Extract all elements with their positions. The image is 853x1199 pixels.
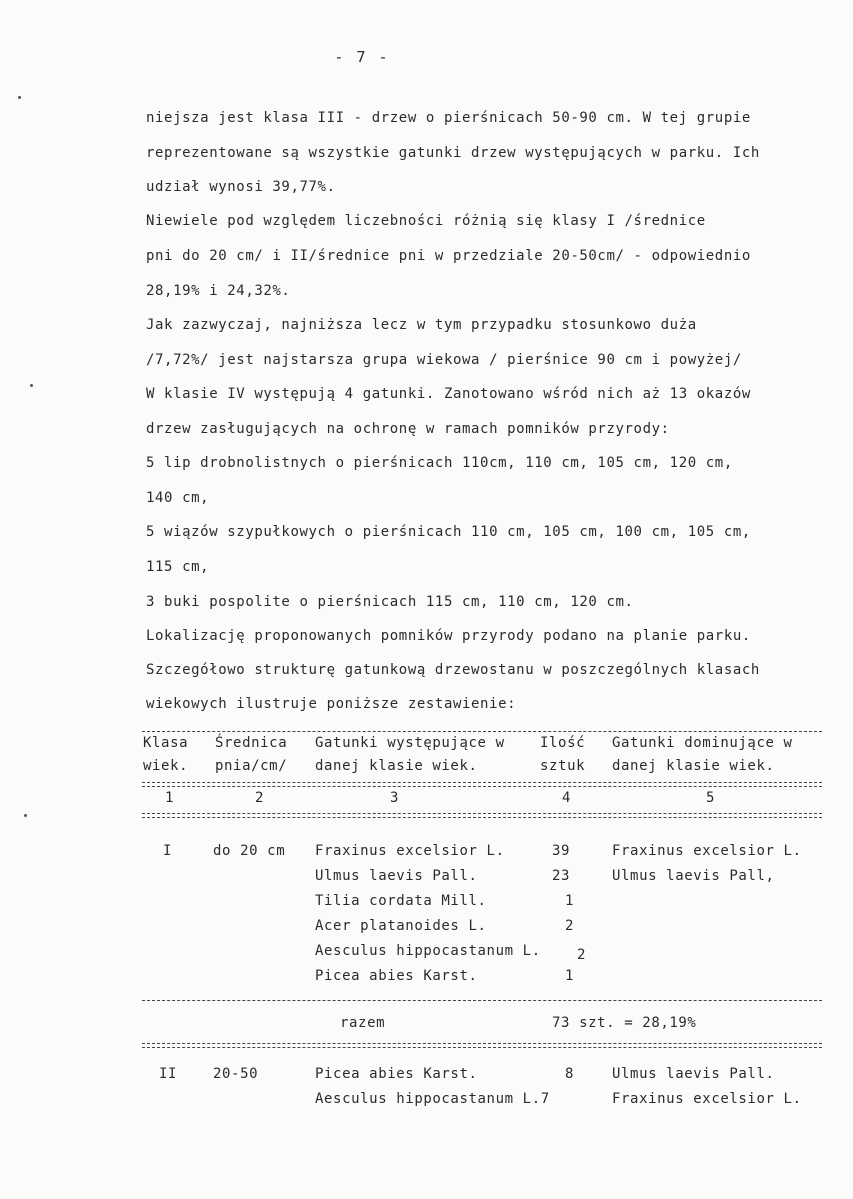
- species-name: Acer platanoides L.: [315, 918, 487, 934]
- subtotal-rule: [142, 1000, 822, 1001]
- column-number: 3: [390, 790, 400, 806]
- header-klasa: Klasa: [143, 735, 189, 751]
- text-line: 115 cm,: [146, 559, 210, 575]
- species-count: 8: [565, 1066, 575, 1082]
- text-line: 28,19% i 24,32%.: [146, 283, 291, 299]
- text-line: Niewiele pod względem liczebności różnią się klasy I /średnice: [146, 213, 706, 229]
- text-line: wiekowych ilustruje poniższe zestawienie:: [146, 696, 517, 712]
- text-line: 5 lip drobnolistnych o pierśnicach 110cm, 110 cm, 105 cm, 120 cm,: [146, 455, 733, 471]
- dominant-species: Fraxinus excelsior L.: [612, 843, 802, 859]
- species-count: 1: [565, 968, 575, 984]
- header-dominujace: Gatunki dominujące w: [612, 735, 793, 751]
- section-rule: [142, 1043, 822, 1048]
- subtotal-value: 73 szt. = 28,19%: [552, 1015, 697, 1031]
- species-name: Ulmus laevis Pall.: [315, 868, 478, 884]
- page-number: - 7 -: [334, 48, 390, 66]
- scan-mark: [24, 814, 27, 817]
- subtotal-label: razem: [340, 1015, 386, 1031]
- species-name: Fraxinus excelsior L.: [315, 843, 505, 859]
- species-count: 1: [565, 893, 575, 909]
- species-count: 2: [577, 947, 587, 963]
- column-number: 5: [706, 790, 716, 806]
- class-label: I: [163, 843, 173, 859]
- species-count: 23: [552, 868, 571, 884]
- species-count: 39: [552, 843, 571, 859]
- text-line: W klasie IV występują 4 gatunki. Zanotowano wśród nich aż 13 okazów: [146, 386, 751, 402]
- text-line: Szczegółowo strukturę gatunkową drzewostanu w poszczególnych klasach: [146, 662, 760, 678]
- header-dominujace-2: danej klasie wiek.: [612, 758, 775, 774]
- species-name: Aesculus hippocastanum L.7: [315, 1091, 550, 1107]
- header-gatunki-2: danej klasie wiek.: [315, 758, 478, 774]
- header-srednica: Średnica: [215, 735, 288, 751]
- column-number: 2: [255, 790, 265, 806]
- species-name: Tilia cordata Mill.: [315, 893, 487, 909]
- dominant-species: Ulmus laevis Pall.: [612, 1066, 775, 1082]
- dominant-species: Ulmus laevis Pall,: [612, 868, 775, 884]
- text-line: /7,72%/ jest najstarsza grupa wiekowa / pierśnice 90 cm i powyżej/: [146, 352, 742, 368]
- class-label: II: [159, 1066, 178, 1082]
- text-line: Jak zazwyczaj, najniższa lecz w tym przypadku stosunkowo duża: [146, 317, 697, 333]
- header-klasa-2: wiek.: [143, 758, 189, 774]
- header-ilosc-2: sztuk: [540, 758, 586, 774]
- text-line: pni do 20 cm/ i II/średnice pni w przedziale 20-50cm/ - odpowiednio: [146, 248, 751, 264]
- scan-mark: [30, 384, 33, 387]
- header-srednica-2: pnia/cm/: [215, 758, 288, 774]
- header-rule: [142, 782, 822, 787]
- table-top-rule: [142, 731, 822, 732]
- species-count: 2: [565, 918, 575, 934]
- text-line: udział wynosi 39,77%.: [146, 179, 336, 195]
- text-line: drzew zasługujących na ochronę w ramach pomników przyrody:: [146, 421, 670, 437]
- species-name: Picea abies Karst.: [315, 1066, 478, 1082]
- text-line: reprezentowane są wszystkie gatunki drzew występujących w parku. Ich: [146, 145, 760, 161]
- text-line: 3 buki pospolite o pierśnicach 115 cm, 110 cm, 120 cm.: [146, 594, 634, 610]
- text-line: 5 wiązów szypułkowych o pierśnicach 110 cm, 105 cm, 100 cm, 105 cm,: [146, 524, 751, 540]
- text-line: Lokalizację proponowanych pomników przyrody podano na planie parku.: [146, 628, 751, 644]
- diameter-range: 20-50: [213, 1066, 259, 1082]
- text-line: 140 cm,: [146, 490, 210, 506]
- column-number: 1: [165, 790, 175, 806]
- diameter-range: do 20 cm: [213, 843, 286, 859]
- dominant-species: Fraxinus excelsior L.: [612, 1091, 802, 1107]
- column-number: 4: [562, 790, 572, 806]
- scan-mark: [18, 96, 21, 99]
- header-ilosc: Ilość: [540, 735, 586, 751]
- numbers-rule: [142, 813, 822, 818]
- species-name: Aesculus hippocastanum L.: [315, 943, 541, 959]
- species-name: Picea abies Karst.: [315, 968, 478, 984]
- header-gatunki: Gatunki występujące w: [315, 735, 505, 751]
- text-line: niejsza jest klasa III - drzew o pierśnicach 50-90 cm. W tej grupie: [146, 110, 751, 126]
